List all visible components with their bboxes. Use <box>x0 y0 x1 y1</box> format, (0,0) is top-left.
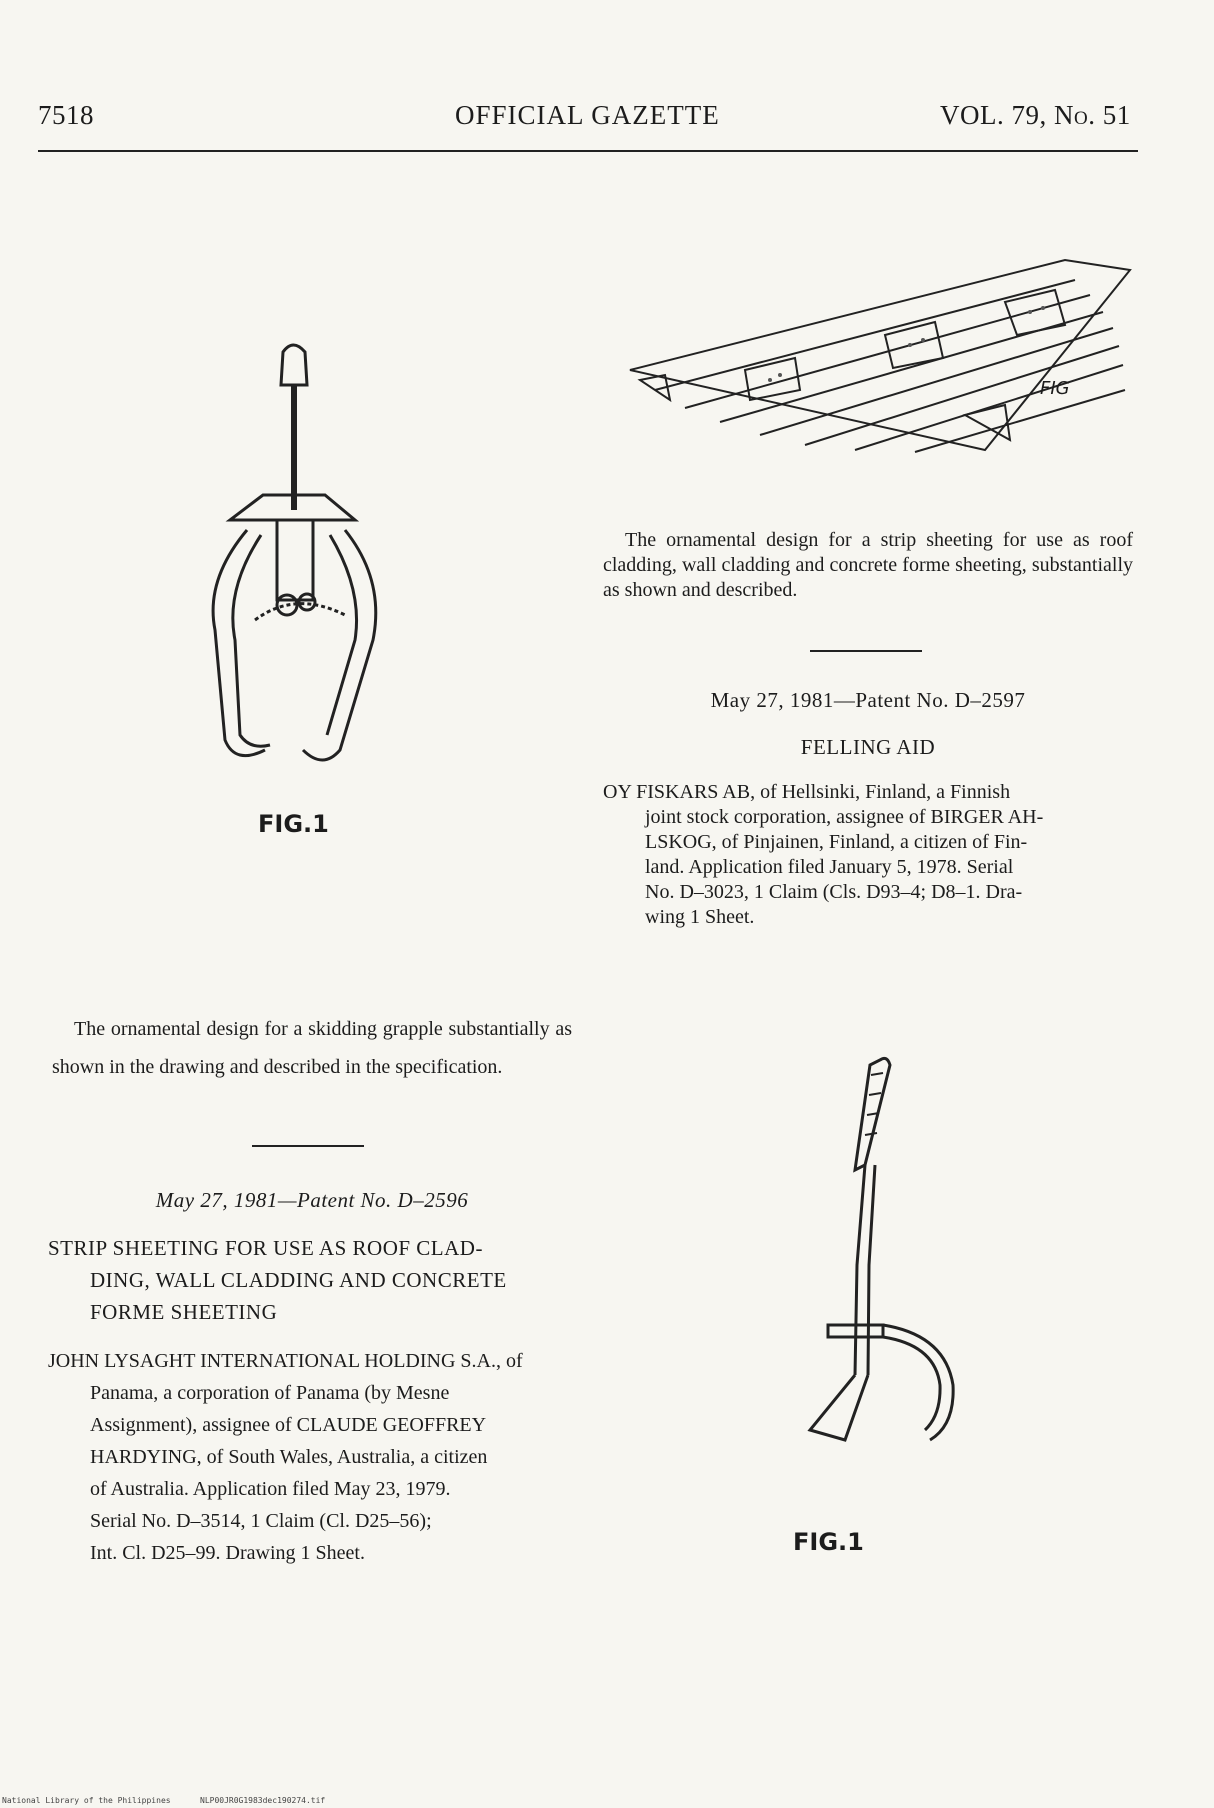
footer-source: National Library of the Philippines <box>2 1796 171 1805</box>
assignee-line: Panama, a corporation of Panama (by Mesne <box>90 1382 450 1404</box>
felling-aid-drawing <box>795 1055 980 1485</box>
assignee-line: No. D–3023, 1 Claim (Cls. D93–4; D8–1. Dra- <box>645 881 1023 903</box>
patent-d2597-date: May 27, 1981—Patent No. D–2597 <box>710 688 1026 712</box>
patent-d2597-title: FELLING AID <box>800 735 936 759</box>
assignee-line: joint stock corporation, assignee of BIRGER AH- <box>645 806 1044 828</box>
grapple-design-description: The ornamental design for a skidding grapple substantially as shown in the drawing and described in the specification. <box>52 1018 572 1078</box>
grapple-figure-label: FIG.1 <box>258 810 329 838</box>
sheeting-figure-label: FIG <box>1040 378 1070 399</box>
assignee-line: OY FISKARS AB, of Hellsinki, Finland, a Finnish <box>603 781 1011 803</box>
patent-title-line: FORME SHEETING <box>90 1300 278 1324</box>
section-divider-right <box>810 650 922 652</box>
sheeting-design-description: The ornamental design for a strip sheeting for use as roof cladding, wall cladding and concrete forme sheeting, substantially as shown and described. <box>603 529 1133 601</box>
header-rule <box>38 150 1138 152</box>
patent-d2596-date: May 27, 1981—Patent No. D–2596 <box>155 1188 469 1212</box>
assignee-line: of Australia. Application filed May 23, 1979. <box>90 1478 451 1500</box>
assignee-line: LSKOG, of Pinjainen, Finland, a citizen of Fin- <box>645 831 1028 853</box>
assignee-line: Int. Cl. D25–99. Drawing 1 Sheet. <box>90 1542 365 1564</box>
assignee-line: Serial No. D–3514, 1 Claim (Cl. D25–56); <box>90 1510 432 1532</box>
patent-title-line: STRIP SHEETING FOR USE AS ROOF CLAD- <box>48 1236 483 1260</box>
footer-filename: NLP00JR0G1983dec190274.tif <box>200 1796 326 1805</box>
assignee-line: wing 1 Sheet. <box>645 906 755 928</box>
publication-title: OFFICIAL GAZETTE <box>455 100 720 130</box>
assignee-line: land. Application filed January 5, 1978. Serial <box>645 856 1014 878</box>
patent-title-line: DING, WALL CLADDING AND CONCRETE <box>90 1268 507 1292</box>
assignee-line: JOHN LYSAGHT INTERNATIONAL HOLDING S.A., of <box>48 1350 523 1372</box>
patent-d2596-title <box>48 1232 578 1328</box>
strip-sheeting-drawing <box>625 240 1135 460</box>
patent-d2596-assignee <box>48 1345 578 1569</box>
volume-number: VOL. 79, No. 51 <box>940 100 1131 130</box>
section-divider-left <box>252 1145 364 1147</box>
patent-d2597-assignee <box>603 780 1133 930</box>
page-number: 7518 <box>38 100 94 130</box>
felling-aid-figure-label: FIG.1 <box>793 1528 864 1556</box>
skidding-grapple-drawing <box>195 340 415 770</box>
assignee-line: Assignment), assignee of CLAUDE GEOFFREY <box>90 1414 487 1436</box>
assignee-line: HARDYING, of South Wales, Australia, a citizen <box>90 1446 488 1468</box>
